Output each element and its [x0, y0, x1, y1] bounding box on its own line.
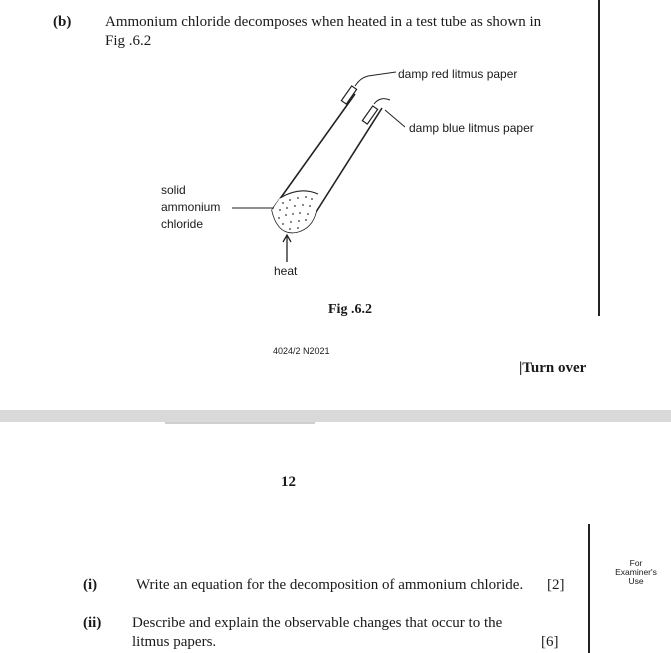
page-number: 12 — [281, 474, 296, 490]
q1-text: Write an equation for the decomposition of ammonium chloride. — [136, 577, 524, 593]
label-blue-litmus: damp blue litmus paper — [409, 121, 534, 135]
q2-marks: [6] — [541, 634, 559, 650]
page-gap — [0, 410, 671, 422]
examiner-use-box — [612, 559, 660, 586]
page-bottom — [0, 422, 671, 653]
figure-caption: Fig .6.2 — [328, 302, 372, 317]
label-heat: heat — [274, 264, 298, 278]
examiner-line-2: Examiner's — [615, 567, 657, 577]
q2-text: Describe and explain the observable changes that occur to the — [132, 615, 503, 631]
label-chloride: chloride — [161, 217, 204, 231]
turn-over: |Turn over — [519, 360, 587, 376]
footer-code: 4024/2 N2021 — [273, 346, 330, 356]
examiner-line-1: For — [629, 558, 643, 568]
label-solid: solid — [161, 183, 186, 197]
q1-marks: [2] — [547, 577, 565, 593]
q2-text-2: litmus papers. — [132, 634, 217, 650]
part-label: (b) — [53, 14, 72, 30]
question-text: Ammonium chloride decomposes when heated in a test tube as shown in — [105, 14, 542, 30]
examiner-line-3: Use — [628, 576, 644, 586]
label-red-litmus: damp red litmus paper — [398, 67, 518, 81]
margin-line — [598, 0, 600, 316]
q1-label: (i) — [83, 577, 98, 593]
label-ammonium: ammonium — [161, 200, 221, 214]
question-text-2: Fig .6.2 — [105, 33, 152, 49]
scan-smudge — [165, 422, 315, 424]
test-tube-diagram — [150, 60, 570, 290]
margin-line-2 — [588, 524, 590, 653]
q2-label: (ii) — [83, 615, 102, 631]
